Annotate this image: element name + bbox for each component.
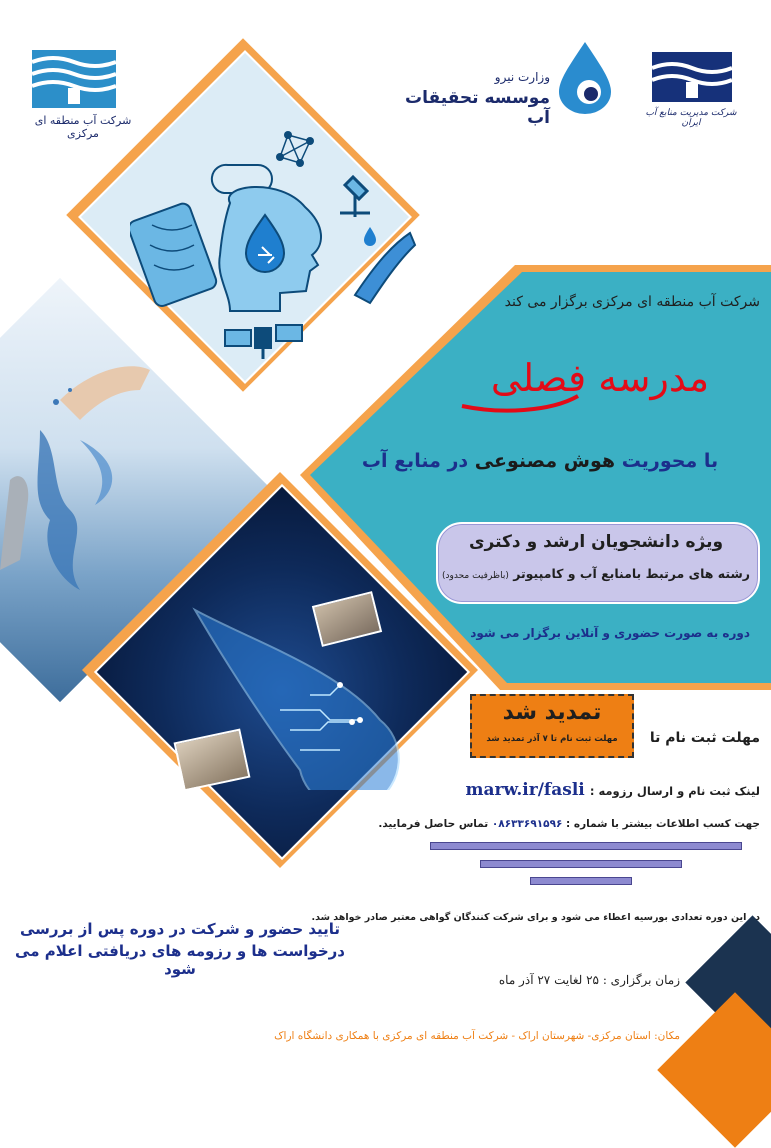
audience-text: ویژه دانشجویان ارشد و دکتری — [468, 532, 724, 552]
wrm-logo-icon — [652, 52, 732, 102]
link-row — [430, 780, 760, 800]
approval-line-1: تایید حضور و شرکت در دوره پس از بررسی — [19, 920, 341, 938]
institute-label: موسسه تحقیقات آب — [405, 88, 550, 128]
right-logo-caption: شرکت مدیریت منابع آب ایران — [645, 108, 737, 128]
fields-text: رشته های مرتبط بامنابع آب و کامپیوتر — [513, 566, 750, 581]
divider-bar-3 — [530, 877, 632, 885]
school-title: مدرسه فصلی — [490, 356, 710, 400]
water-drop-logo-icon — [555, 40, 615, 116]
right-logo — [636, 52, 746, 132]
contact-label: جهت کسب اطلاعات بیشتر با شماره : — [566, 818, 760, 830]
registration-link[interactable]: marw.ir/fasli — [465, 780, 585, 800]
orange-diamond — [657, 992, 771, 1148]
extended-title: تمدید شد — [502, 700, 602, 725]
organizer-line: شرکت آب منطقه ای مرکزی برگزار می کند — [504, 294, 760, 310]
divider-bar-1 — [430, 842, 742, 850]
approval-line-2: درخواست ها و رزومه های دریافتی اعلام می شود — [15, 942, 345, 978]
contact-row — [378, 818, 760, 830]
phone-number[interactable]: ۰۸۶۳۳۶۹۱۵۹۶ — [491, 818, 563, 830]
scholarship-note: در این دوره تعدادی بورسیه اعطاء می شود و برای شرکت کنندگان گواهی معتبر صادر خواهد شد. — [311, 912, 760, 923]
divider-bar-2 — [480, 860, 682, 868]
event-time: زمان برگزاری : ۲۵ لغایت ۲۷ آذر ماه — [498, 973, 680, 987]
link-label: لینک ثبت نام و ارسال رزومه : — [589, 784, 760, 798]
focus-line — [330, 450, 750, 472]
event-location: مکان: استان مرکزی- شهرستان اراک - شرکت آب منطقه ای مرکزی با همکاری دانشگاه اراک — [274, 1030, 680, 1042]
left-logo — [18, 50, 148, 140]
capacity-text: (باظرفیت محدود) — [442, 571, 509, 581]
fields-line — [440, 566, 752, 581]
deadline-label: مهلت ثبت نام تا — [649, 730, 760, 746]
focus-prefix: با محوریت — [621, 450, 719, 472]
left-logo-caption: شرکت آب منطقه ای مرکزی — [34, 114, 132, 140]
water-company-logo-icon — [32, 50, 116, 108]
focus-suffix: در منابع آب — [361, 450, 469, 472]
focus-topic: هوش مصنوعی — [474, 450, 616, 472]
contact-suffix: تماس حاصل فرمایید. — [378, 818, 489, 830]
title-underline-swash-icon — [460, 392, 580, 416]
mode-line: دوره به صورت حضوری و آنلاین برگزار می شود — [470, 626, 750, 640]
center-logo — [400, 40, 620, 128]
ministry-label: وزارت نیرو — [494, 70, 550, 84]
extended-note: مهلت ثبت نام تا ۷ آذر تمدید شد — [486, 734, 618, 744]
teal-banner-shape — [300, 250, 771, 710]
